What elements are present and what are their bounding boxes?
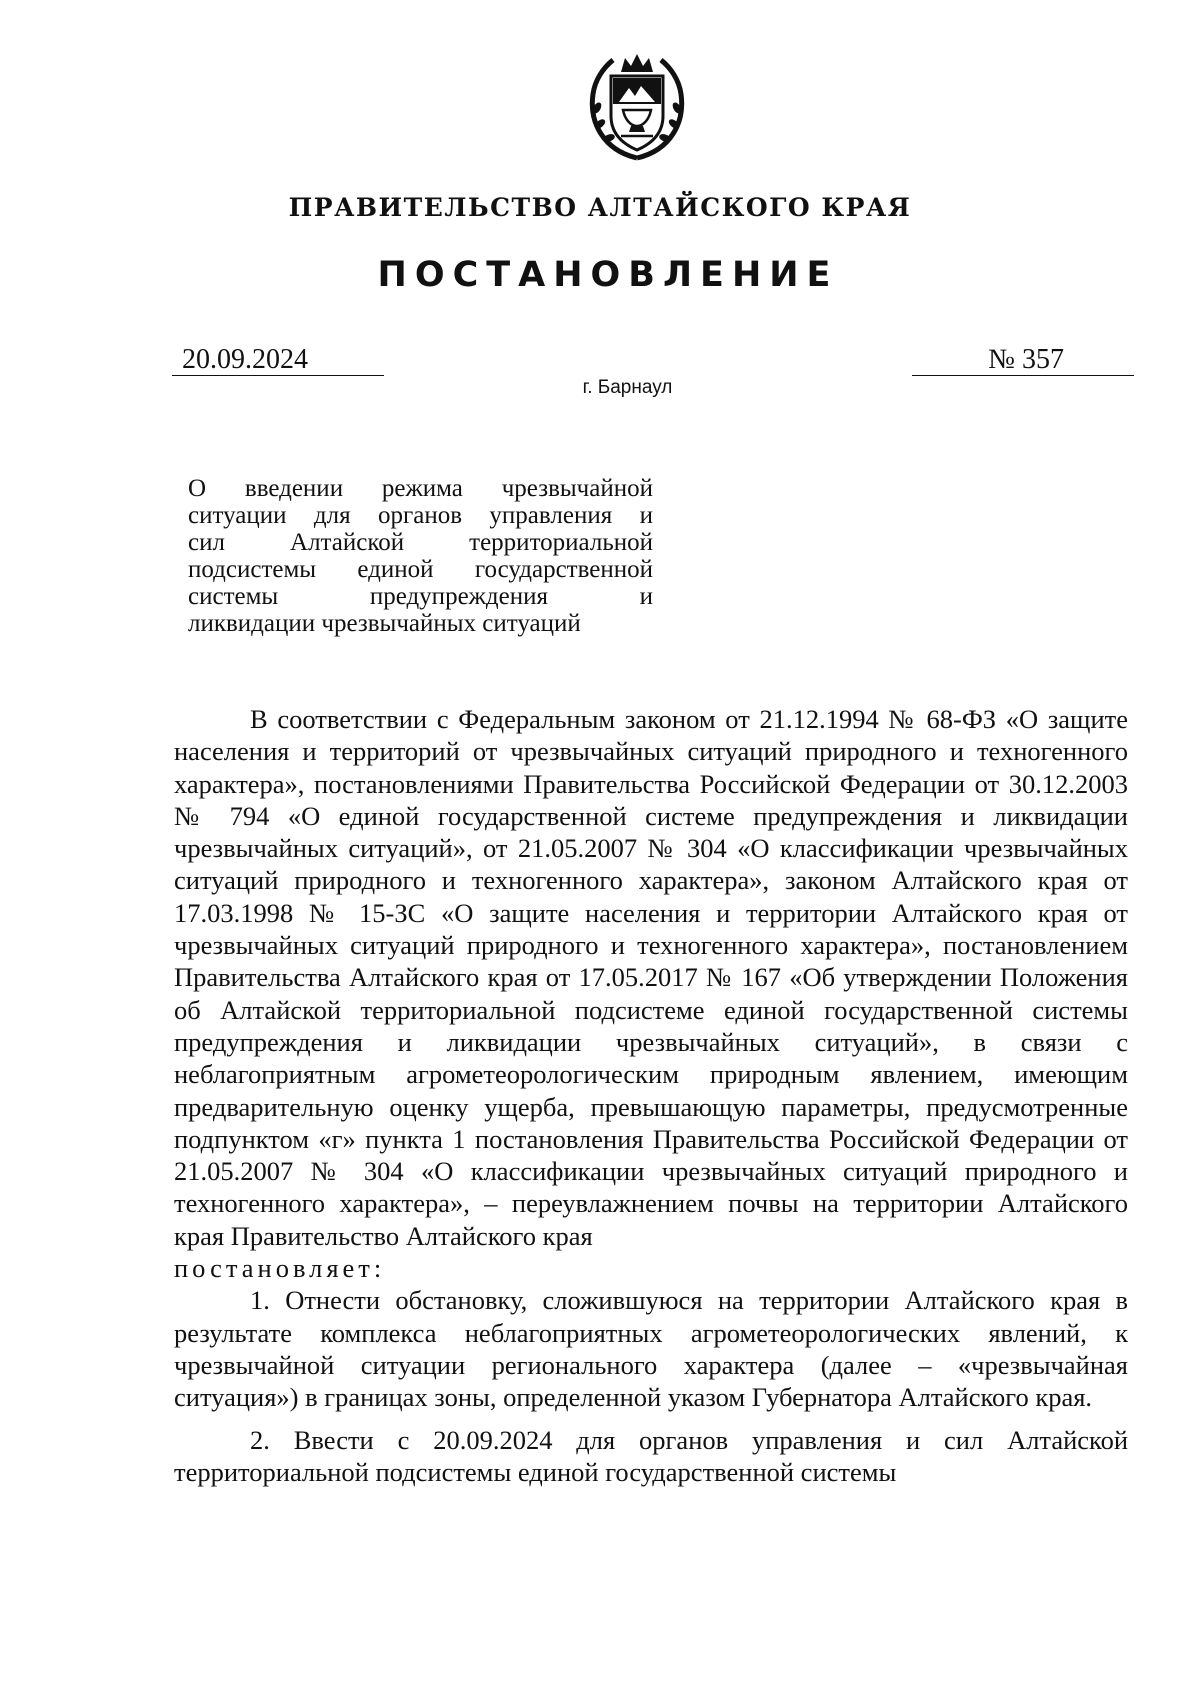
coat-of-arms-icon — [585, 50, 689, 162]
clause-2: 2. Ввести с 20.09.2024 для органов управления и сил Алтайской территориальной подсистемы единой государственной системы — [174, 1424, 1128, 1487]
title-line: системы предупреждения и — [188, 583, 653, 610]
title-line: О введении режима чрезвычайной — [188, 475, 653, 502]
title-line: ситуации для органов управления и — [188, 502, 653, 529]
resolves-line — [174, 1252, 1128, 1284]
document-type: ПОСТАНОВЛЕНИЕ — [377, 255, 839, 295]
title-line: подсистемы единой государственной — [188, 556, 653, 583]
organization-name: ПРАВИТЕЛЬСТВО АЛТАЙСКОГО КРАЯ — [288, 193, 912, 222]
document-city: г. Барнаул — [582, 377, 673, 398]
preamble-paragraph — [174, 703, 1128, 1252]
document-title — [188, 475, 653, 637]
title-line: сил Алтайской территориальной — [188, 529, 653, 556]
resolves-word: постановляет: — [174, 1253, 386, 1284]
document-number: № 357 — [912, 345, 1134, 376]
preamble-text: В соответствии с Федеральным законом от 21.12.1994 № 68-ФЗ «О защите населения и территорий от чрезвычайных ситуаций природного и техногенного характера», постановлениями Правительства Российской Федерации от 30.12.2003 № 794 «О единой государственной системе предупреждения и ликвидации чрезвычайных ситуаций», от 21.05.2007 № 304 «О классификации чрезвычайных ситуаций природного и техногенного характера», законом Алтайского края от 17.03.1998 № 15-ЗС «О защите населения и территории Алтайского края от чрезвычайных ситуаций природного и техногенного характера», постановлением Правительства Алтайского края от 17.05.2017 № 167 «Об утверждении Положения об Алтайской территориальной подсистеме единой государственной системы предупреждения и ликвидации чрезвычайных ситуаций», в связи с неблагоприятным агрометеорологическим природным явлением, имеющим предварительную оценку ущерба, превышающую параметры, предусмотренные подпунктом «г» пункта 1 постановления Правительства Российской Федерации от 21.05.2007 № 304 «О классификации чрезвычайных ситуаций природного и техногенного характера», – переувлажнением почвы на территории Алтайского края Правительство Алтайского края — [174, 704, 1128, 1251]
document-body — [174, 703, 1128, 1488]
clause-1: 1. Отнести обстановку, сложившуюся на территории Алтайского края в результате комплекса неблагоприятных агрометеорологических явлений, к чрезвычайной ситуации регионального характера (далее – «чрезвычайная ситуация») в границах зоны, определенной указом Губернатора Алтайского края. — [174, 1285, 1128, 1413]
document-date: 20.09.2024 — [172, 345, 384, 376]
title-line: ликвидации чрезвычайных ситуаций — [188, 610, 581, 637]
